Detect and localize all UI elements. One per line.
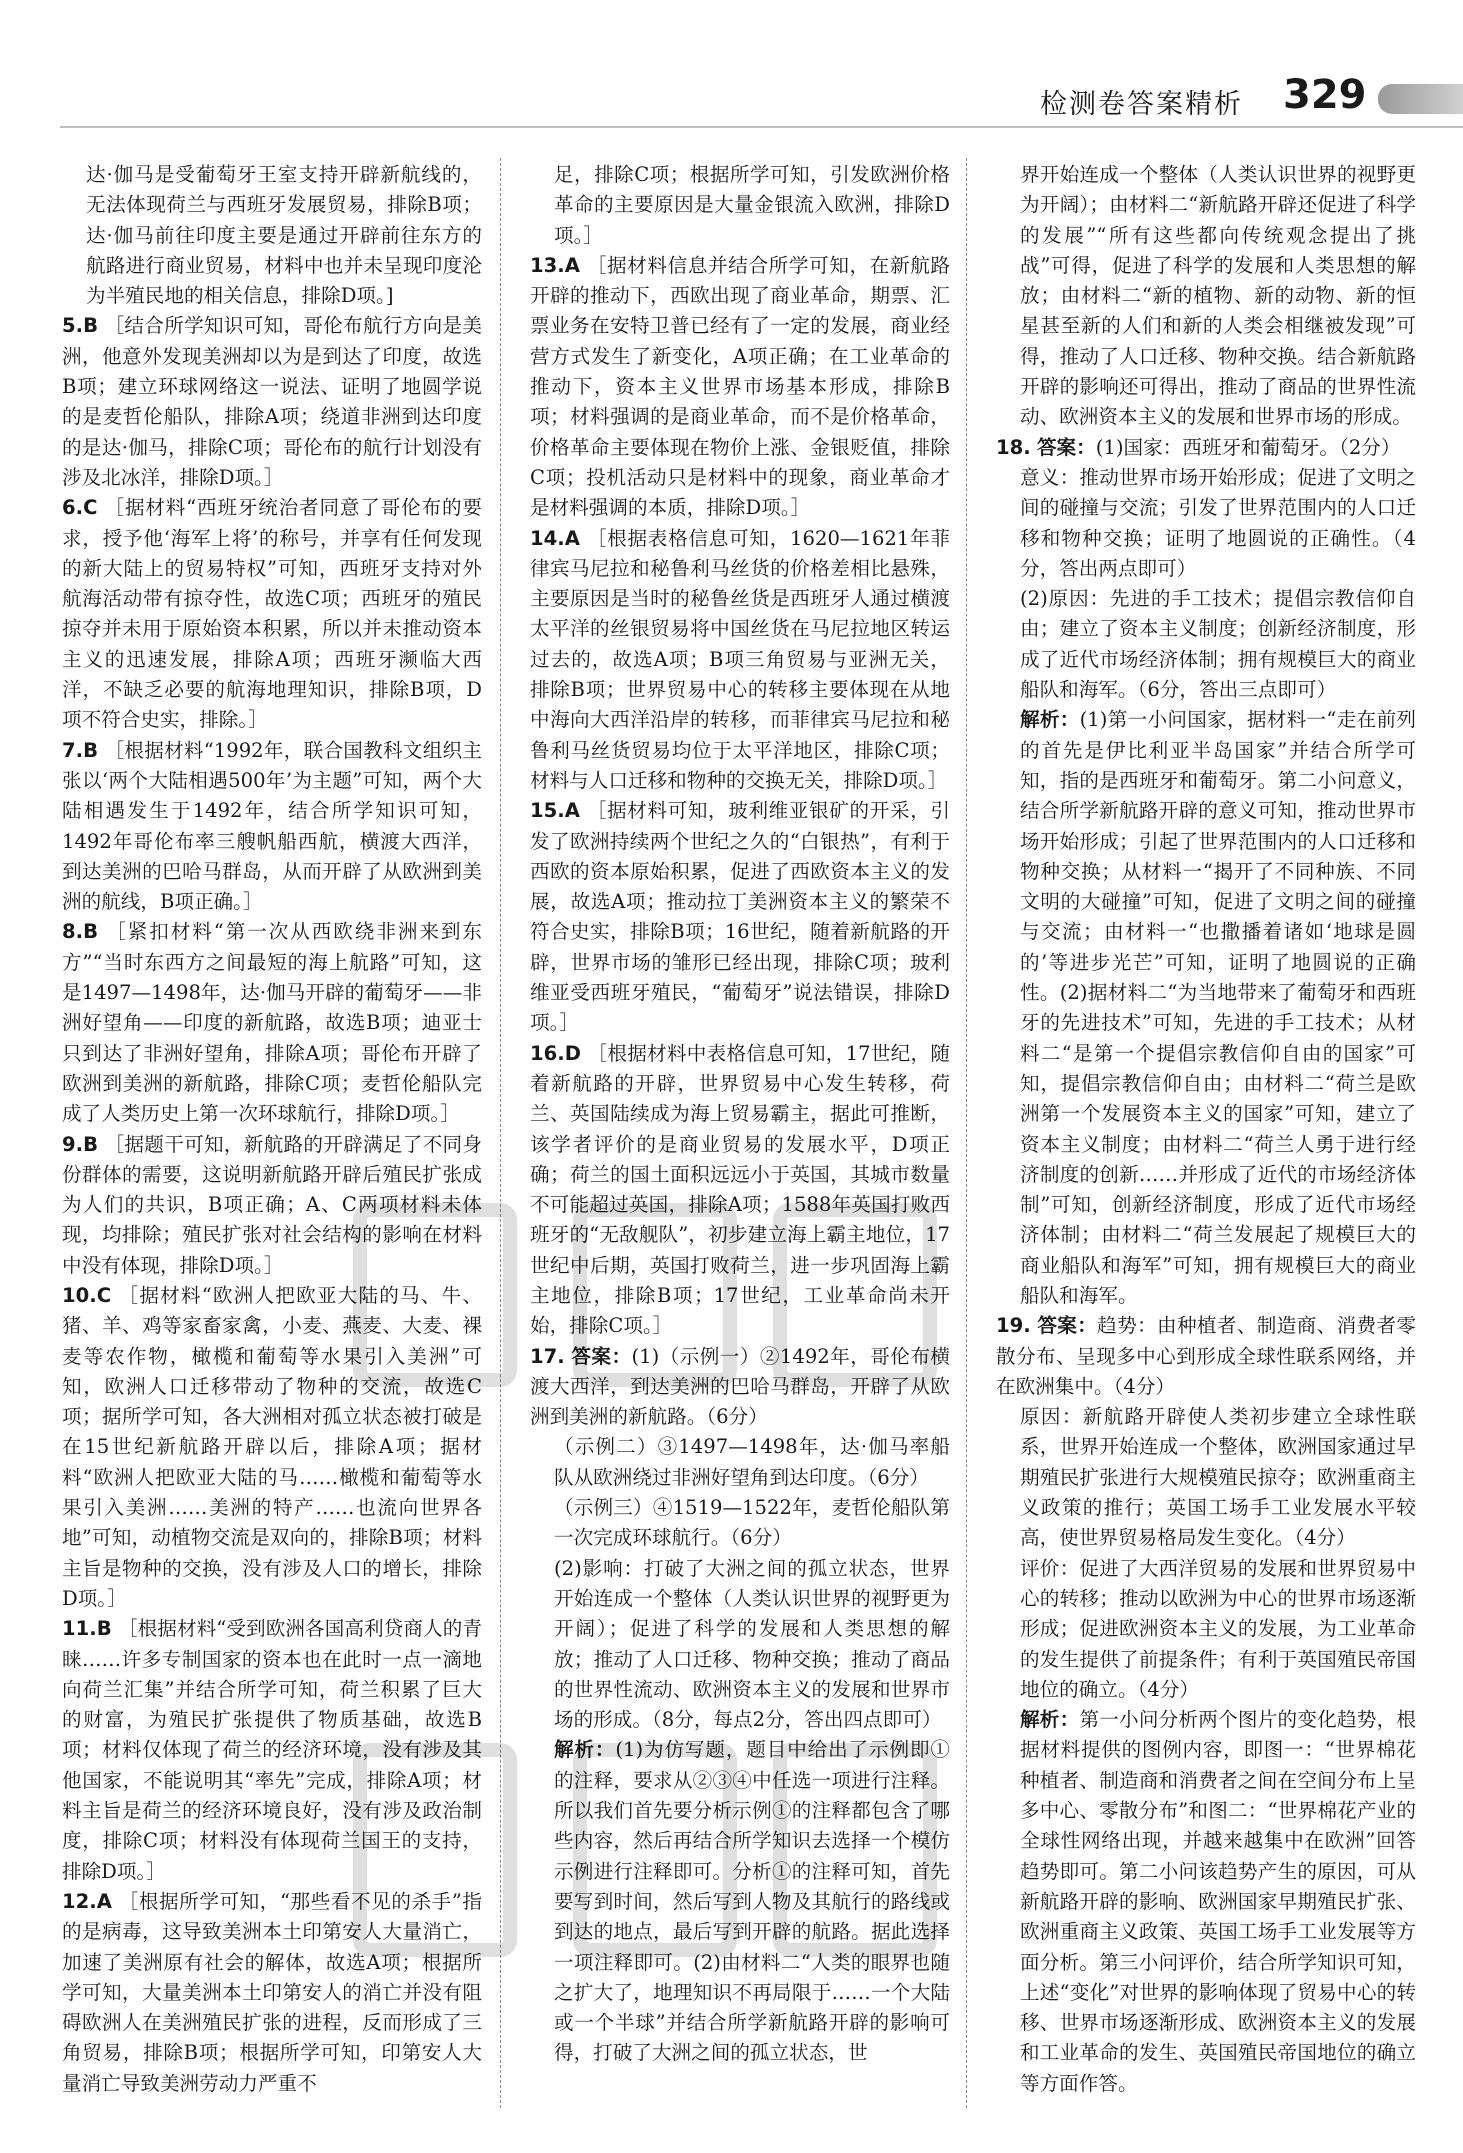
question-number: 7.B	[62, 738, 99, 762]
page-number: 329	[1283, 72, 1367, 118]
answer-continuation	[530, 160, 950, 251]
answer-text: ［据材料信息并结合所学可知，在新航路开辟的推动下，西欧出现了商业革命，期票、汇票业务在安特卫普已经有了一定的发展，商业经营方式发生了新变化，A项正确；在工业革命的推动下，资本主义世界市场基本形成，排除B项；材料强调的是商业革命，而不是价格革命，价格革命主要体现在物价上涨、金银贬值，排除C项；投机活动只是材料中的现象，商业革命才是材料强调的本质，排除D项。］	[530, 253, 950, 520]
answer-text: 趋势：由种植者、制造商、消费者零散分布、呈现多中心到形成全球性联系网络，并在欧洲集中。（4分）	[996, 1314, 1416, 1398]
answer-text: ［根据材料中表格信息可知，17世纪，随着新航路的开辟，世界贸易中心发生转移，荷兰、英国陆续成为海上贸易霸主，据此可推断，该学者评价的是商业贸易的发展水平，D项正确；荷兰的国土面积远远小于英国，其城市数量不可能超过英国，排除A项；1588年英国打败西班牙的“无敌舰队”，初步建立海上霸主地位，17世纪中后期，英国打败荷兰，进一步巩固海上霸主地位，排除B项；17世纪，工业革命尚未开始，排除C项。］	[530, 1041, 950, 1338]
analysis-text: 第一小问分析两个图片的变化趋势，根据材料提供的图例内容，即图一：“世界棉花种植者、制造商和消费者之间在空间分布上呈多中心、零散分布”和图二：“世界棉花产业的全球性网络出现，并越来越集中在欧洲”回答趋势即可。第二小问该趋势产生的原因，可从新航路开辟的影响、欧洲国家早期殖民扩张、欧洲重商主义政策、英国工场手工业发展等方面分析。第三小问评价，结合所学知识可知，上述“变化”对世界的影响体现了贸易中心的转移、世界市场逐渐形成、欧洲资本主义的发展和工业革命的发生、英国殖民帝国地位的确立等方面作答。	[1020, 1708, 1416, 2095]
column-divider	[966, 158, 967, 2108]
answer-item-13	[530, 251, 950, 524]
answer-text: (1)国家：西班牙和葡萄牙。（2分）	[1095, 435, 1401, 459]
question-number: 15.A	[530, 799, 580, 823]
answer-line	[996, 463, 1416, 584]
question-number: 5.B	[62, 314, 99, 338]
answer-label: 答案：	[1037, 1314, 1098, 1338]
answer-item-5	[62, 311, 482, 493]
question-number: 17.	[530, 1344, 565, 1368]
answer-line	[996, 1402, 1416, 1553]
page-header	[0, 0, 1463, 140]
answer-line	[530, 1432, 950, 1493]
analysis-block	[996, 1705, 1416, 2099]
answer-text: ［紧扣材料“第一次从西欧绕非洲来到东方”“当时东西方之间最短的海上航路”可知，这是1497—1498年，达·伽马开辟的葡萄牙——非洲好望角——印度的新航路，故选B项；迪亚士只到达了非洲好望角，排除A项；哥伦布开辟了欧洲到美洲的新航路，排除C项；麦哲伦船队完成了人类历史上第一次环球航行，排除D项。］	[62, 920, 482, 1126]
answer-text: ［根据所学可知，“那些看不见的杀手”指的是病毒，这导致美洲本土印第安人大量消亡，加速了美洲原有社会的解体，故选A项；根据所学可知，大量美洲本土印第安人的消亡并没有阻碍欧洲人在美洲殖民扩张的进程，反而形成了三角贸易，排除B项；根据所学可知，印第安人大量消亡导致美洲劳动力严重不	[62, 1889, 482, 2095]
question-number: 14.A	[530, 526, 580, 550]
answer-continuation	[62, 160, 482, 311]
analysis-label: 解析：	[554, 1738, 616, 1762]
column-divider	[500, 158, 501, 2108]
answer-item-6	[62, 493, 482, 735]
answer-text: (2)原因：先进的手工技术；提倡宗教信仰自由；建立了资本主义制度；创新经济制度，形成了近代市场经济体制；拥有规模巨大的商业船队和海军。（6分，答出三点即可）	[1020, 587, 1416, 702]
answer-label: 答案：	[571, 1344, 632, 1368]
answer-text: (1)（示例一）②1492年，哥伦布横渡大西洋，到达美洲的巴哈马群岛，开辟了从欧洲到美洲的新航路。（6分）	[530, 1344, 950, 1429]
question-number: 18.	[996, 435, 1031, 459]
column-middle	[530, 160, 950, 2120]
column-right	[996, 160, 1416, 2120]
answer-text: (2)影响：打破了大洲之间的孤立状态，世界开始连成一个整体（人类认识世界的视野更为开阔）；促进了科学的发展和人类思想的解放；推动了人口迁移、物种交换；推动了商品的世界性流动、欧洲资本主义的发展和世界市场的形成。（8分，每点2分，答出四点即可）	[554, 1556, 950, 1732]
question-number: 6.C	[62, 496, 98, 520]
question-number: 16.D	[530, 1041, 581, 1065]
answer-item-10	[62, 1281, 482, 1614]
answer-text: ［据题干可知，新航路的开辟满足了不同身份群体的需要，这说明新航路开辟后殖民扩张成为人们的共识，B项正确；A、C两项材料未体现，均排除；殖民扩张对社会结构的影响在材料中没有体现，排除D项。］	[62, 1132, 482, 1277]
answer-item-17	[530, 1342, 950, 1433]
answer-line	[996, 584, 1416, 705]
answer-text: ［据材料“欧洲人把欧亚大陆的马、牛、猪、羊、鸡等家畜家禽，小麦、燕麦、大麦、裸麦等农作物，橄榄和葡萄等水果引入美洲”可知，欧洲人口迁移带动了物种的交流，故选C项；据所学可知，各大洲相对孤立状态被打破是在15世纪新航路开辟以后，排除A项；据材料“欧洲人把欧亚大陆的马……橄榄和葡萄等水果引入美洲……美洲的特产……也流向世界各地”可知，动植物交流是双向的，排除B项；材料主旨是物种的交换，没有涉及人口的增长，排除D项。］	[62, 1283, 482, 1610]
answer-text: 评价：促进了大西洋贸易的发展和世界贸易中心的转移；推动以欧洲为中心的世界市场逐渐形成；促进欧洲资本主义的发展，为工业革命的发生提供了前提条件；有利于英国殖民帝国地位的确立。（4分）	[1020, 1556, 1416, 1701]
answer-text: ［根据材料“1992年，联合国教科文组织主张以‘两个大陆相遇500年’为主题”可知，两个大陆相遇发生于1492年，结合所学知识可知，1492年哥伦布率三艘帆船西航，横渡大西洋，到达美洲的巴哈马群岛，从而开辟了从欧洲到美洲的航线，B项正确。］	[62, 738, 482, 914]
question-number: 19.	[996, 1314, 1031, 1338]
answer-text: （示例三）④1519—1522年，麦哲伦船队第一次完成环球航行。（6分）	[554, 1496, 950, 1550]
answer-text: 足，排除C项；根据所学可知，引发欧洲价格革命的主要原因是大量金银流入欧洲，排除D项。］	[554, 163, 950, 247]
answer-line	[530, 1554, 950, 1736]
analysis-label: 解析：	[1020, 708, 1080, 732]
column-left	[62, 160, 482, 2120]
question-number: 13.A	[530, 253, 580, 277]
answer-line	[530, 1493, 950, 1554]
answer-text: ［根据材料“受到欧洲各国高利贷商人的青睐……许多专制国家的资本也在此时一点一滴地向荷兰汇集”并结合所学可知，荷兰积累了巨大的财富，为殖民扩张提供了物质基础，故选B项；材料仅体现了荷兰的经济环境，没有涉及其他国家，不能说明其“率先”完成，排除A项；材料主旨是荷兰的经济环境良好，没有涉及政治制度，排除C项；材料没有体现荷兰国王的支持，排除D项。］	[62, 1617, 482, 1883]
answer-item-8	[62, 917, 482, 1129]
question-number: 10.C	[62, 1283, 112, 1307]
question-number: 8.B	[62, 920, 99, 944]
analysis-block	[530, 1735, 950, 2068]
answer-continuation	[996, 160, 1416, 433]
question-number: 11.B	[62, 1617, 112, 1641]
answer-item-7	[62, 736, 482, 918]
analysis-label: 解析：	[1020, 1708, 1080, 1732]
answer-text: 达·伽马是受葡萄牙王室支持开辟新航线的，无法体现荷兰与西班牙发展贸易，排除B项；达·伽马前往印度主要是通过开辟前往东方的航路进行商业贸易，材料中也并未呈现印度沦为半殖民地的相关信息，排除D项。]	[86, 163, 482, 308]
answer-item-11	[62, 1614, 482, 1887]
answer-label: 答案：	[1036, 435, 1096, 459]
answer-text: 界开始连成一个整体（人类认识世界的视野更为开阔）；由材料二“新航路开辟还促进了科学的发展”“所有这些都向传统观念提出了挑战”可得，促进了科学的发展和人类思想的解放；由材料二“新的植物、新的动物、新的恒星甚至新的人们和新的人类会相继被发现”可得，推动了人口迁移、物种交换。结合新航路开辟的影响还可得出，推动了商品的世界性流动、欧洲资本主义的发展和世界市场的形成。	[1020, 163, 1416, 429]
analysis-text: (1)为仿写题，题目中给出了示例即①的注释，要求从②③④中任选一项进行注释。所以我们首先要分析示例①的注释都包含了哪些内容，然后再结合所学知识去选择一个模仿示例进行注释即可。分析①的注释可知，首先要写到时间，然后写到人物及其航行的路线或到达的地点，最后写到开辟的航路。据此选择一项注释即可。(2)由材料二“人类的眼界也随之扩大了，地理知识不再局限于……一个大陆或一个半球”并结合所学新航路开辟的影响可得，打破了大洲之间的孤立状态，世	[554, 1738, 950, 2065]
answer-text: （示例二）③1497—1498年，达·伽马率船队从欧洲绕过非洲好望角到达印度。（6分）	[554, 1435, 950, 1489]
answer-item-18	[996, 433, 1416, 463]
answer-text: ［根据表格信息可知，1620—1621年菲律宾马尼拉和秘鲁利马丝货的价格差相比悬殊，主要原因是当时的秘鲁丝货是西班牙人通过横渡太平洋的丝银贸易将中国丝货在马尼拉地区转运过去的，故选A项；B项三角贸易与亚洲无关，排除B项；世界贸易中心的转移主要体现在从地中海向大西洋沿岸的转移，而菲律宾马尼拉和秘鲁利马丝货贸易均位于太平洋地区，排除C项；材料与人口迁移和物种的交换无关，排除D项。］	[530, 526, 950, 792]
header-title: 检测卷答案精析	[1040, 89, 1243, 120]
header-tab-decoration	[1378, 84, 1463, 114]
answer-item-9	[62, 1130, 482, 1281]
answer-item-19	[996, 1311, 1416, 1402]
answer-item-15	[530, 796, 950, 1038]
analysis-block	[996, 705, 1416, 1311]
answer-text: ［据材料“西班牙统治者同意了哥伦布的要求，授予他‘海军上将’的称号，并享有任何发现的新大陆上的贸易特权”可知，西班牙支持对外航海活动带有掠夺性，故选C项；西班牙的殖民掠夺并未用于原始资本积累，所以并未推动资本主义的迅速发展，排除A项；西班牙濒临大西洋，不缺乏必要的航海地理知识，排除B项，D项不符合史实，排除。］	[62, 496, 482, 732]
answer-text: ［据材料可知，玻利维亚银矿的开采，引发了欧洲持续两个世纪之久的“白银热”，有利于西欧的资本原始积累，促进了西欧资本主义的发展，故选A项；推动拉丁美洲资本主义的繁荣不符合史实，排除B项；16世纪，随着新航路的开辟，世界市场的雏形已经出现，排除C项；玻利维亚受西班牙殖民，“葡萄牙”说法错误，排除D项。］	[530, 799, 950, 1035]
answer-line	[996, 1554, 1416, 1705]
question-number: 12.A	[62, 1889, 112, 1913]
answer-item-12	[62, 1887, 482, 2099]
answer-text: 原因：新航路开辟使人类初步建立全球性联系，世界开始连成一个整体，欧洲国家通过早期殖民扩张进行大规模殖民掠夺；欧洲重商主义政策的推行；英国工场手工业发展水平较高，使世界贸易格局发生变化。（4分）	[1020, 1405, 1416, 1550]
answer-text: 意义：推动世界市场开始形成；促进了文明之间的碰撞与交流；引发了世界范围内的人口迁移和物种交换；证明了地圆说的正确性。（4分，答出两点即可）	[1020, 465, 1416, 580]
question-number: 9.B	[62, 1132, 99, 1156]
answer-item-14	[530, 524, 950, 797]
analysis-text: (1)第一小问国家，据材料一“走在前列的首先是伊比利亚半岛国家”并结合所学可知，指的是西班牙和葡萄牙。第二小问意义，结合所学新航路开辟的意义可知，推动世界市场开始形成；引起了世界范围内的人口迁移和物种交换；从材料一“揭开了不同种族、不同文明的大碰撞”可知，促进了文明之间的碰撞与交流；由材料一“也撒播着诸如‘地球是圆的’等进步光芒”可知，证明了地圆说的正确性。(2)据材料二“为当地带来了葡萄牙和西班牙的先进技术”可知，先进的手工技术；从材料二“是第一个提倡宗教信仰自由的国家”可知，提倡宗教信仰自由；由材料二“荷兰是欧洲第一个发展资本主义的国家”可知，建立了资本主义制度；由材料二“荷兰人勇于进行经济制度的创新……并形成了近代的市场经济体制”可知，创新经济制度，形成了近代市场经济体制；由材料二“荷兰发展起了规模巨大的商业船队和海军”可知，拥有规模巨大的商业船队和海军。	[1020, 708, 1416, 1307]
header-rule	[60, 126, 1463, 128]
answer-item-16	[530, 1039, 950, 1342]
answer-text: ［结合所学知识可知，哥伦布航行方向是美洲，他意外发现美洲却以为是到达了印度，故选B项；建立环球网络这一说法、证明了地圆学说的是麦哲伦船队，排除A项；绕道非洲到达印度的是达·伽马，排除C项；哥伦布的航行计划没有涉及北冰洋，排除D项。］	[62, 314, 482, 489]
